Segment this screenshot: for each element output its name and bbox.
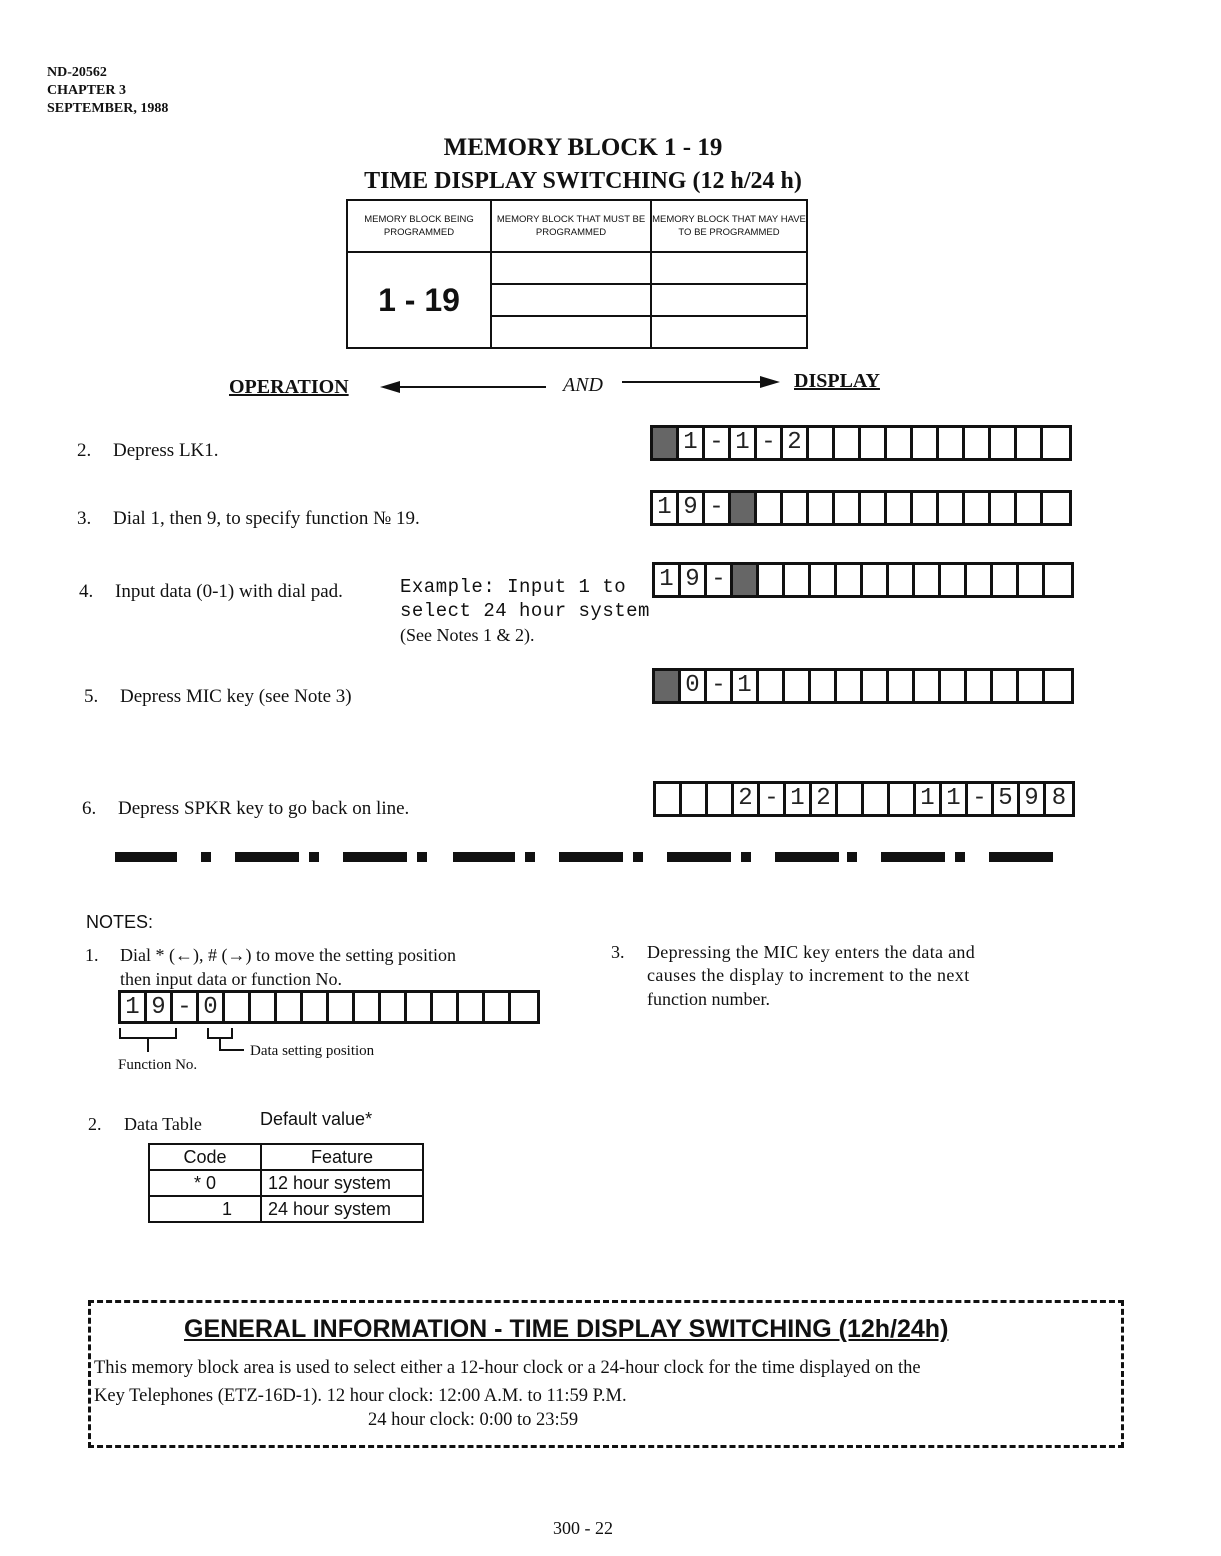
arrow-line-right [622, 381, 762, 383]
lcd-cell [329, 993, 355, 1021]
lcd-cell [1043, 493, 1069, 523]
page-number: 300 - 22 [553, 1518, 613, 1538]
lcd-cell [381, 993, 407, 1021]
lcd-cell: - [173, 993, 199, 1021]
step-4-example-line-3: (See Notes 1 & 2). [400, 625, 535, 645]
lcd-cell [861, 493, 887, 523]
lcd-cell [941, 671, 967, 701]
col-must-be-programmed: MEMORY BLOCK THAT MUST BE PROGRAMMED [491, 200, 651, 252]
lcd-cell [837, 671, 863, 701]
step-4-example-line-2: select 24 hour system [400, 600, 650, 622]
lcd-cell [731, 493, 757, 523]
lcd-cell [993, 565, 1019, 595]
lcd-cell: 1 [653, 493, 679, 523]
lcd-cell: - [705, 428, 731, 458]
lcd-cell: 5 [994, 784, 1020, 814]
notes-heading: NOTES: [86, 912, 154, 932]
arrow-line-left [398, 386, 546, 388]
general-info-title: GENERAL INFORMATION - TIME DISPLAY SWITCHING (12h/24h) [184, 1315, 949, 1343]
lcd-cell [915, 565, 941, 595]
note-1-line-2: then input data or function No. [120, 969, 342, 989]
page-subtitle: TIME DISPLAY SWITCHING (12 h/24 h) [364, 168, 802, 194]
lcd-display-step-4 [652, 562, 1074, 598]
may-cell-3 [651, 316, 807, 348]
lcd-cell [835, 428, 861, 458]
lcd-cell [809, 493, 835, 523]
lcd-cell [913, 428, 939, 458]
lcd-cell: 0 [199, 993, 225, 1021]
lcd-cell [993, 671, 1019, 701]
lcd-cell [785, 565, 811, 595]
lcd-cell [1017, 428, 1043, 458]
lcd-display-note-1 [118, 990, 540, 1024]
date-label: SEPTEMBER, 1988 [47, 101, 169, 116]
lcd-cell [225, 993, 251, 1021]
lcd-cell [991, 493, 1017, 523]
general-info-line-3: 24 hour clock: 0:00 to 23:59 [368, 1410, 579, 1430]
lcd-cell [485, 993, 511, 1021]
and-label: AND [563, 374, 603, 396]
lcd-cell [915, 671, 941, 701]
operation-heading: OPERATION [229, 376, 349, 398]
lcd-cell: 1 [679, 428, 705, 458]
lcd-cell [863, 565, 889, 595]
lcd-cell: 0 [681, 671, 707, 701]
code-cell: 1 [149, 1196, 261, 1222]
lcd-display-step-3 [650, 490, 1072, 526]
lcd-cell [965, 428, 991, 458]
lcd-cell [1045, 565, 1071, 595]
col-may-be-programmed: MEMORY BLOCK THAT MAY HAVE TO BE PROGRAMMED [651, 200, 807, 252]
lcd-cell: - [707, 671, 733, 701]
lcd-cell [355, 993, 381, 1021]
lcd-cell: 9 [147, 993, 173, 1021]
lcd-cell: 1 [916, 784, 942, 814]
feature-cell: 24 hour system [261, 1196, 423, 1222]
lcd-cell [838, 784, 864, 814]
lcd-cell [511, 993, 537, 1021]
lcd-cell [864, 784, 890, 814]
lcd-cell [433, 993, 459, 1021]
step-2: 2. Depress LK1. [77, 440, 219, 461]
lcd-cell [656, 784, 682, 814]
lcd-cell [277, 993, 303, 1021]
note-1-line-1: Dial * (←), # (→) to move the setting position [120, 945, 456, 965]
default-value-label: Default value* [260, 1109, 373, 1129]
lcd-cell: 1 [731, 428, 757, 458]
lcd-cell [887, 493, 913, 523]
lcd-cell [835, 493, 861, 523]
lcd-cell [913, 493, 939, 523]
lcd-cell [837, 565, 863, 595]
code-cell: * 0 [149, 1170, 261, 1196]
display-heading: DISPLAY [794, 370, 880, 392]
lcd-display-step-2 [650, 425, 1072, 461]
lcd-cell [251, 993, 277, 1021]
note-3-line-2: causes the display to increment to the next [647, 965, 970, 985]
lcd-cell [939, 493, 965, 523]
general-info-line-1: This memory block area is used to select either a 12-hour clock or a 24-hour clock for the time displayed on the [94, 1358, 921, 1378]
general-info-line-2: Key Telephones (ETZ-16D-1). 12 hour clock: 12:00 A.M. to 11:59 P.M. [94, 1386, 627, 1406]
lcd-cell: 9 [679, 493, 705, 523]
lcd-cell [785, 671, 811, 701]
block-value: 1 - 19 [347, 252, 491, 348]
lcd-cell [861, 428, 887, 458]
document-id: ND-20562 [47, 65, 107, 80]
lcd-cell [303, 993, 329, 1021]
lcd-cell: 9 [681, 565, 707, 595]
lcd-cell [890, 784, 916, 814]
col-being-programmed: MEMORY BLOCK BEING PROGRAMMED [347, 200, 491, 252]
lcd-cell [1017, 493, 1043, 523]
lcd-cell [889, 565, 915, 595]
lcd-cell [811, 565, 837, 595]
page-title: MEMORY BLOCK 1 - 19 [443, 134, 723, 161]
lcd-cell [811, 671, 837, 701]
lcd-cell: 1 [733, 671, 759, 701]
step-4-example-line-1: Example: Input 1 to [400, 576, 627, 598]
lcd-cell [757, 493, 783, 523]
lcd-cell: - [760, 784, 786, 814]
step-5: 5. Depress MIC key (see Note 3) [84, 686, 352, 707]
lcd-cell: 1 [655, 565, 681, 595]
lcd-cell [939, 428, 965, 458]
must-cell-2 [491, 284, 651, 316]
lcd-cell: - [705, 493, 731, 523]
lcd-cell: 2 [734, 784, 760, 814]
lcd-cell [941, 565, 967, 595]
lcd-cell [708, 784, 734, 814]
chapter-label: CHAPTER 3 [47, 83, 126, 98]
lcd-cell [759, 671, 785, 701]
data-position-label: Data setting position [250, 1043, 375, 1059]
lcd-cell [889, 671, 915, 701]
lcd-display-step-6 [653, 781, 1075, 817]
table-row [149, 1170, 423, 1196]
lcd-cell [863, 671, 889, 701]
must-cell-3 [491, 316, 651, 348]
right-arrow-icon [760, 376, 780, 388]
lcd-cell [965, 493, 991, 523]
memory-block-table [346, 199, 808, 349]
lcd-cell: 8 [1051, 785, 1067, 812]
lcd-cell [1019, 671, 1045, 701]
lcd-cell [809, 428, 835, 458]
lcd-cell [967, 671, 993, 701]
lcd-cell: 2 [812, 784, 838, 814]
lcd-cell: 1 [121, 993, 147, 1021]
lcd-cell: 9 [1020, 784, 1046, 814]
data-table [148, 1143, 424, 1223]
may-cell-1 [651, 252, 807, 284]
lcd-cell: - [707, 565, 733, 595]
lcd-cell [1045, 671, 1071, 701]
lcd-cell: 1 [942, 784, 968, 814]
lcd-cell: 1 [786, 784, 812, 814]
step-4: 4. Input data (0-1) with dial pad. [79, 581, 343, 602]
lcd-cell: 2 [783, 428, 809, 458]
lcd-cell: - [968, 784, 994, 814]
left-arrow-icon [380, 381, 400, 393]
lcd-cell [655, 671, 681, 701]
lcd-cell: - [757, 428, 783, 458]
lcd-cell [967, 565, 993, 595]
lcd-cell [991, 428, 1017, 458]
feature-cell: 12 hour system [261, 1170, 423, 1196]
note-3-number: 3. [611, 942, 625, 962]
lcd-cell [459, 993, 485, 1021]
lcd-cell [887, 428, 913, 458]
lcd-cell [733, 565, 759, 595]
note-1-number: 1. [85, 945, 99, 965]
note-2-label: Data Table [124, 1114, 202, 1134]
operation-display-row [0, 370, 1221, 400]
lcd-cell [407, 993, 433, 1021]
code-header: Code [149, 1144, 261, 1170]
note-3-line-3: function number. [647, 989, 770, 1009]
step-3: 3. Dial 1, then 9, to specify function № 19. [77, 508, 420, 529]
step-6: 6. Depress SPKR key to go back on line. [82, 798, 410, 819]
function-no-label: Function No. [118, 1057, 198, 1073]
lcd-cell [783, 493, 809, 523]
lcd-display-step-5 [652, 668, 1074, 704]
lcd-cell [1043, 428, 1069, 458]
note-2-number: 2. [88, 1114, 102, 1134]
lcd-cell [1019, 565, 1045, 595]
table-row [149, 1196, 423, 1222]
lcd-cell [682, 784, 708, 814]
must-cell-1 [491, 252, 651, 284]
lcd-cell [759, 565, 785, 595]
feature-header: Feature [261, 1144, 423, 1170]
lcd-cell [653, 428, 679, 458]
note-3-line-1: Depressing the MIC key enters the data and [647, 942, 976, 962]
may-cell-2 [651, 284, 807, 316]
